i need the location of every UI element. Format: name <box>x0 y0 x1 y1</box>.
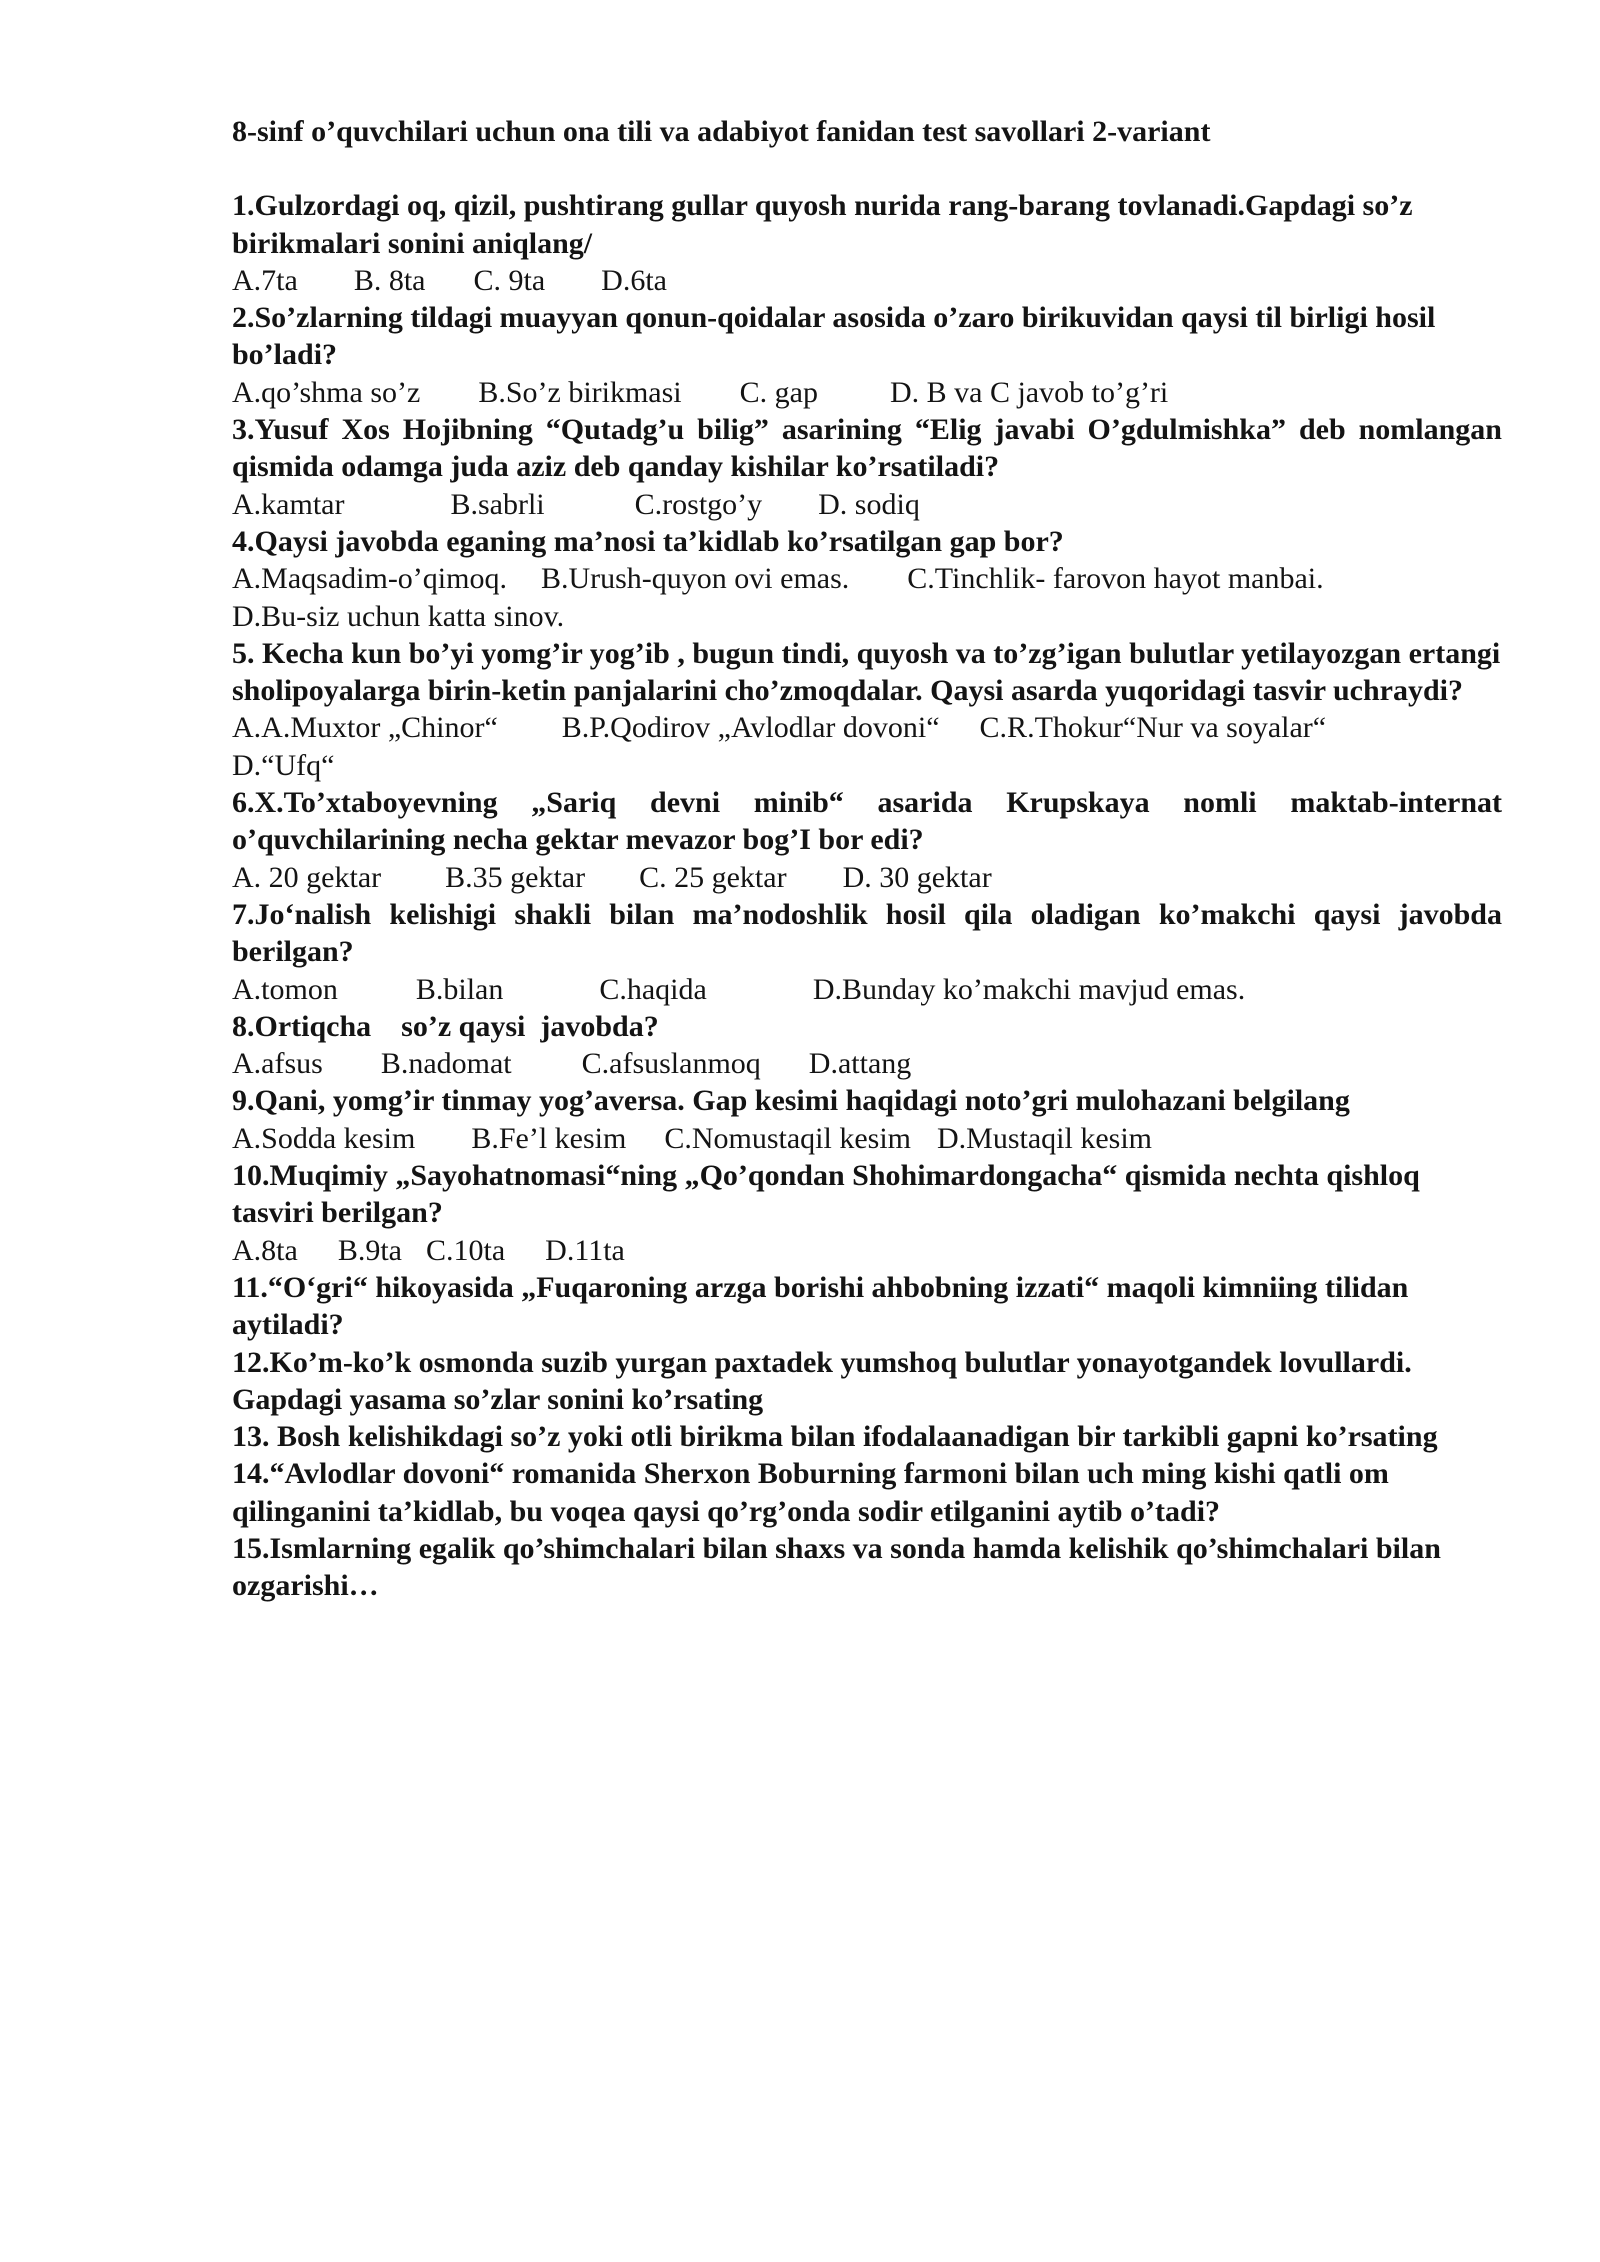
option-a: A.tomon <box>232 972 338 1006</box>
option-b: B.So’z birikmasi <box>478 375 682 409</box>
option-c: C.10ta <box>426 1233 506 1267</box>
option-a: A.A.Muxtor „Chinor“ <box>232 711 498 745</box>
option-b: B.sabrli <box>450 487 545 521</box>
question-2 <box>232 299 1502 411</box>
question-text: 8.Ortiqcha so’z qaysi javobda? <box>232 1009 659 1043</box>
option-a: A. 20 gektar <box>232 860 382 894</box>
question-3 <box>232 411 1502 523</box>
question-14: 14.“Avlodlar dovoni“ romanida Sherxon Boburning farmoni bilan uch ming kishi qatli om qilinganini ta’kidlab, bu voqea qaysi qo’rg’onda sodir etilganini aytib o’tadi? <box>232 1457 1389 1528</box>
option-a: A.Sodda kesim <box>232 1121 416 1155</box>
answer-options <box>232 486 1502 523</box>
test-page <box>232 113 1502 1605</box>
question-11: 11.“O‘gri“ hikoyasida „Fuqaroning arzga borishi ahbobning izzati“ maqoli kimniing tilidan aytiladi? <box>232 1270 1409 1342</box>
question-5 <box>232 635 1502 784</box>
option-b: B.Urush-quyon ovi emas. <box>540 562 850 596</box>
option-c: C.Nomustaqil kesim <box>664 1121 911 1155</box>
question-text: 2.So’zlarning tildagi muayyan qonun-qoidalar asosida o’zaro birikuvidan qaysi til birligi hosil bo’ladi? <box>232 301 1436 372</box>
question-10 <box>232 1157 1502 1269</box>
option-b: B.bilan <box>415 972 504 1006</box>
option-c: C.rostgo’y <box>634 487 763 521</box>
question-9 <box>232 1082 1502 1157</box>
option-d: D.6ta <box>601 263 667 297</box>
spacer <box>232 150 1502 187</box>
question-text: 5. Kecha kun bo’yi yomg’ir yog’ib , bugun tindi, quyosh va to’zg’igan bulutlar yetilayozgan ertangi sholipoyalarga birin-ketin panjalarini cho’zmoqdalar. Qaysi asarda yuqoridagi tasvir uchraydi? <box>232 636 1501 708</box>
question-text: 10.Muqimiy „Sayohatnomasi“ning „Qo’qondan Shohimardongacha“ qismida nechta qishloq tasviri berilgan? <box>232 1159 1420 1230</box>
answer-options <box>232 709 1502 746</box>
option-d: D.11ta <box>545 1233 625 1267</box>
option-a: A.7ta <box>232 263 298 297</box>
answer-options <box>232 1120 1502 1157</box>
option-d: D. B va C javob to’g’ri <box>889 375 1169 409</box>
question-6 <box>232 784 1502 896</box>
option-b: B.nadomat <box>380 1047 512 1081</box>
option-c: C.Tinchlik- farovon hayot manbai. <box>907 562 1324 596</box>
option-a: A.afsus <box>232 1047 323 1081</box>
question-7 <box>232 896 1502 1008</box>
option-b: B.9ta <box>337 1233 402 1267</box>
question-15: 15.Ismlarning egalik qo’shimchalari bilan shaxs va sonda hamda kelishik qo’shimchalari bilan ozgarishi… <box>232 1531 1441 1603</box>
question-text: 6.X.To’xtaboyevning „Sariq devni minib“ asarida Krupskaya nomli maktab-internat o’quvchilarining necha gektar mevazor bog’I bor edi? <box>232 786 1502 857</box>
option-b: B. 8ta <box>353 263 426 297</box>
option-a: A.8ta <box>232 1233 298 1267</box>
option-b: B.P.Qodirov „Avlodlar dovoni“ <box>561 711 940 745</box>
option-c: C. 9ta <box>473 263 546 297</box>
option-a: A.Maqsadim-o’qimoq. <box>232 562 507 596</box>
question-12: 12.Ko’m-ko’k osmonda suzib yurgan paxtadek yumshoq bulutlar yonayotgandek lovullardi. Gapdagi yasama so’zlar sonini ko’rsating <box>232 1345 1412 1416</box>
answer-options-line-2 <box>232 747 1502 784</box>
option-d: D. sodiq <box>818 487 920 521</box>
question-text: 3.Yusuf Xos Hojibning “Qutadg’u bilig” asarining “Elig javabi O’gdulmishka” deb nomlangan qismida odamga juda aziz deb qanday kishilar ko’rsatiladi? <box>232 413 1502 484</box>
answer-options <box>232 1045 1502 1082</box>
option-c: C.afsuslanmoq <box>581 1047 761 1081</box>
option-a: A.kamtar <box>232 487 345 521</box>
question-13: 13. Bosh kelishikdagi so’z yoki otli birikma bilan ifodalaanadigan bir tarkibli gapni ko’rsating <box>232 1420 1438 1454</box>
answer-options-line-2 <box>232 598 1502 635</box>
page-title: 8-sinf o’quvchilari uchun ona tili va adabiyot fanidan test savollari 2-variant <box>232 115 1211 148</box>
question-text: 9.Qani, yomg’ir tinmay yog’aversa. Gap kesimi haqidagi noto’gri mulohazani belgilang <box>232 1084 1350 1118</box>
option-d: D.Bu-siz uchun katta sinov. <box>232 599 565 633</box>
question-text: 1.Gulzordagi oq, qizil, pushtirang gullar quyosh nurida rang-barang tovlanadi.Gapdagi so’z birikmalari sonini aniqlang/ <box>232 189 1413 260</box>
answer-options <box>232 560 1502 597</box>
option-c: C. 25 gektar <box>639 860 787 894</box>
question-1 <box>232 187 1502 299</box>
question-8 <box>232 1008 1502 1083</box>
answer-options <box>232 859 1502 896</box>
question-text: 4.Qaysi javobda eganing ma’nosi ta’kidlab ko’rsatilgan gap bor? <box>232 524 1064 558</box>
option-d: D.Mustaqil kesim <box>937 1121 1152 1155</box>
option-c: C.haqida <box>599 972 707 1006</box>
option-c: C. gap <box>739 375 818 409</box>
option-d: D.Bunday ko’makchi mavjud emas. <box>812 972 1246 1006</box>
option-d: D. 30 gektar <box>842 860 992 894</box>
option-b: B.Fe’l kesim <box>471 1121 627 1155</box>
answer-options <box>232 262 1502 299</box>
option-c: C.R.Thokur“Nur va soyalar“ <box>979 711 1327 745</box>
answer-options <box>232 374 1502 411</box>
option-d: D.“Ufq“ <box>232 748 335 782</box>
question-text: 7.Jo‘nalish kelishigi shakli bilan ma’nodoshlik hosil qila oladigan ko’makchi qaysi javobda berilgan? <box>232 897 1502 969</box>
question-4 <box>232 523 1502 635</box>
answer-options <box>232 1232 1502 1269</box>
option-a: A.qo’shma so’z <box>232 375 421 409</box>
answer-options <box>232 971 1502 1008</box>
option-b: B.35 gektar <box>445 860 586 894</box>
option-d: D.attang <box>808 1047 912 1081</box>
